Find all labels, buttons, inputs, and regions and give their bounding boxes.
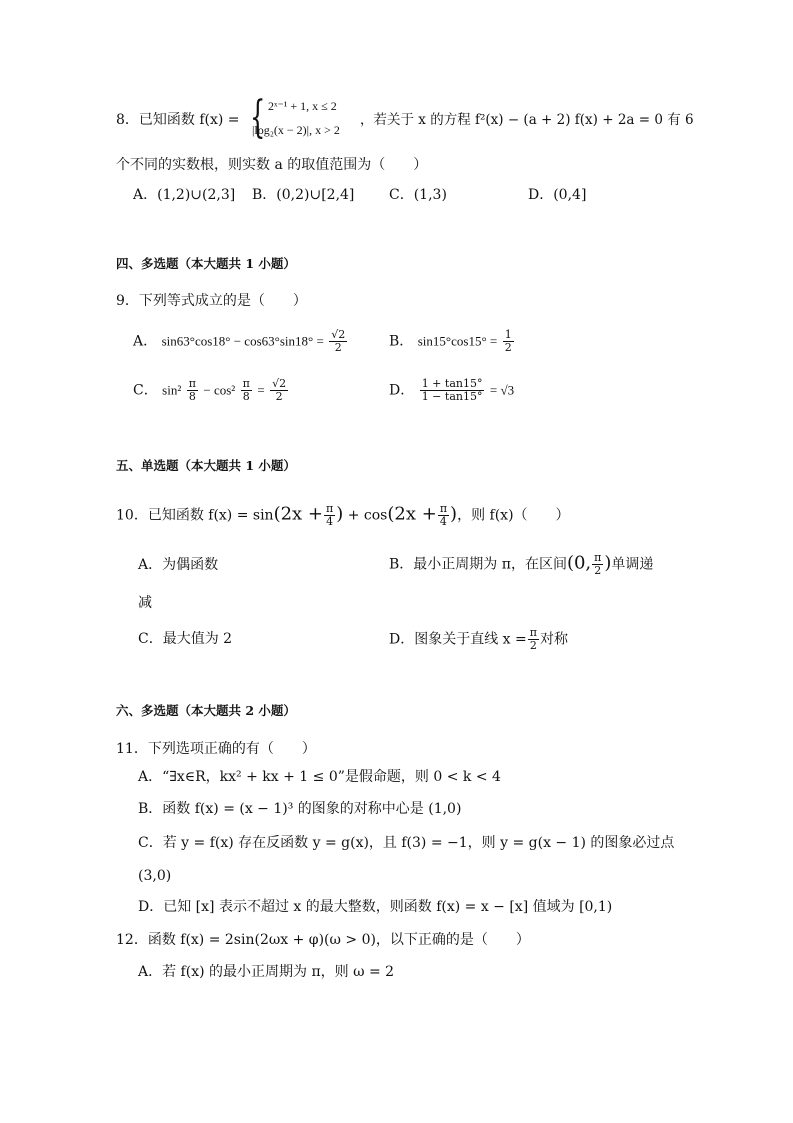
q10-close-a: ) — [336, 503, 344, 525]
q10-option-d — [389, 627, 568, 652]
q10-pi-over-4-b: $\frac{\pi}{4}$ — [439, 502, 448, 528]
q8-option-c: C．(1,3) — [389, 187, 447, 203]
q8-stem-line2: 个不同的实数根，则实数 a 的取值范围为（ ） — [116, 157, 428, 173]
q10-close-b: ) — [450, 503, 458, 525]
q8-piece-2: |log₂(x − 2)|, x > 2 — [252, 123, 340, 137]
q10-stem-pre: 10．已知函数 f(x) = sin — [116, 507, 274, 524]
q11-option-c: C．若 y = f(x) 存在反函数 y = g(x)，且 f(3) = −1，则 y = g(x − 1) 的图象必过点 — [138, 835, 675, 851]
q10-option-b-wrap: 减 — [138, 595, 152, 611]
q9-option-d — [389, 378, 514, 403]
q8-piece-1: 2ˣ⁻¹ + 1, x ≤ 2 — [268, 99, 337, 113]
q10-b-int-open: (0, — [566, 552, 592, 574]
q8-option-b: B．(0,2)∪[2,4] — [252, 187, 355, 203]
q9-option-a — [133, 329, 348, 354]
q9-a-label: A． — [133, 333, 158, 350]
q10-d-post: 对称 — [540, 631, 568, 648]
q9-a-expr: sin63°cos18° − cos63°sin18° = — [161, 333, 324, 349]
q11-option-d: D．已知 [x] 表示不超过 x 的最大整数，则函数 f(x) = x − [x] 值域为 [0,1) — [138, 899, 613, 915]
q9-d-label: D． — [389, 382, 415, 399]
q10-b-post: 单调递 — [611, 556, 654, 573]
q9-stem: 9．下列等式成立的是（ ） — [116, 293, 307, 309]
q9-a-fraction: $\frac{√2}{2}$ — [331, 328, 346, 354]
q10-arg1: (2x + — [273, 503, 324, 525]
q10-stem — [116, 503, 570, 528]
q12-stem: 12．函数 f(x) = 2sin(2ωx + φ)(ω > 0)，以下正确的是（ ） — [116, 932, 530, 948]
q10-option-b — [389, 552, 653, 577]
q8-option-d: D．(0,4] — [528, 187, 587, 203]
q9-c-eq: = — [257, 382, 265, 398]
q10-b-int-close: ) — [604, 552, 612, 574]
piecewise-brace: { — [250, 92, 266, 143]
q11-option-b: B．函数 f(x) = (x − 1)³ 的图象的对称中心是 (1,0) — [138, 801, 462, 817]
q10-option-c: C．最大值为 2 — [138, 631, 233, 647]
q9-d-rhs: = √3 — [489, 382, 515, 398]
q8-stem-end: ，若关于 x 的方程 f²(x) − (a + 2) f(x) + 2a = 0 有 6 — [360, 112, 694, 128]
q11-option-a: A．“∃x∈R，kx² + kx + 1 ≤ 0”是假命题，则 0 < k < 4 — [138, 769, 501, 785]
q8-stem-start: 8．已知函数 f(x) = — [116, 112, 240, 128]
q10-b-pre: B．最小正周期为 π，在区间 — [389, 556, 567, 573]
q11-option-c-wrap: (3,0) — [138, 868, 172, 884]
q9-c-pi-over-8: $\frac{\pi}{8}$ — [188, 377, 196, 403]
section-heading-6: 六、多选题（本大题共 2 小题） — [116, 703, 296, 718]
q10-plus-cos: + cos — [347, 507, 388, 524]
q9-b-label: B． — [389, 333, 414, 350]
q9-c-pi-over-8-2: $\frac{\pi}{8}$ — [242, 377, 250, 403]
q12-option-a: A．若 f(x) 的最小正周期为 π，则 ω = 2 — [138, 964, 395, 980]
q10-d-pi-over-2: $\frac{\pi}{2}$ — [529, 626, 537, 652]
section-heading-5: 五、单选题（本大题共 1 小题） — [116, 458, 296, 473]
q9-d-fraction: $\frac{1 + \tan 15^\circ}{1 - \tan 15^\circ}$ — [421, 377, 483, 403]
q9-b-fraction: $\frac{1}{2}$ — [504, 328, 512, 354]
section-heading-4: 四、多选题（本大题共 1 小题） — [116, 256, 296, 271]
q10-option-a: A．为偶函数 — [138, 557, 219, 573]
q9-c-label: C． — [133, 382, 158, 399]
q10-d-pre: D．图象关于直线 x = — [389, 631, 527, 648]
q8-option-a: A．(1,2)∪(2,3] — [133, 187, 236, 203]
q9-b-expr: sin15°cos15° = — [417, 333, 498, 349]
q9-c-sin: sin² — [162, 382, 182, 398]
q9-option-b — [389, 329, 515, 354]
q11-stem: 11．下列选项正确的有（ ） — [116, 741, 316, 757]
q9-c-fraction: $\frac{√2}{2}$ — [272, 377, 287, 403]
q9-option-c — [133, 378, 289, 403]
q10-pi-over-4-a: $\frac{\pi}{4}$ — [326, 502, 334, 528]
q9-c-cos: − cos² — [203, 382, 236, 398]
q10-b-pi-over-2: $\frac{\pi}{2}$ — [594, 551, 602, 577]
q10-stem-post: ，则 f(x)（ ） — [457, 507, 570, 524]
q10-arg2: (2x + — [387, 503, 437, 525]
